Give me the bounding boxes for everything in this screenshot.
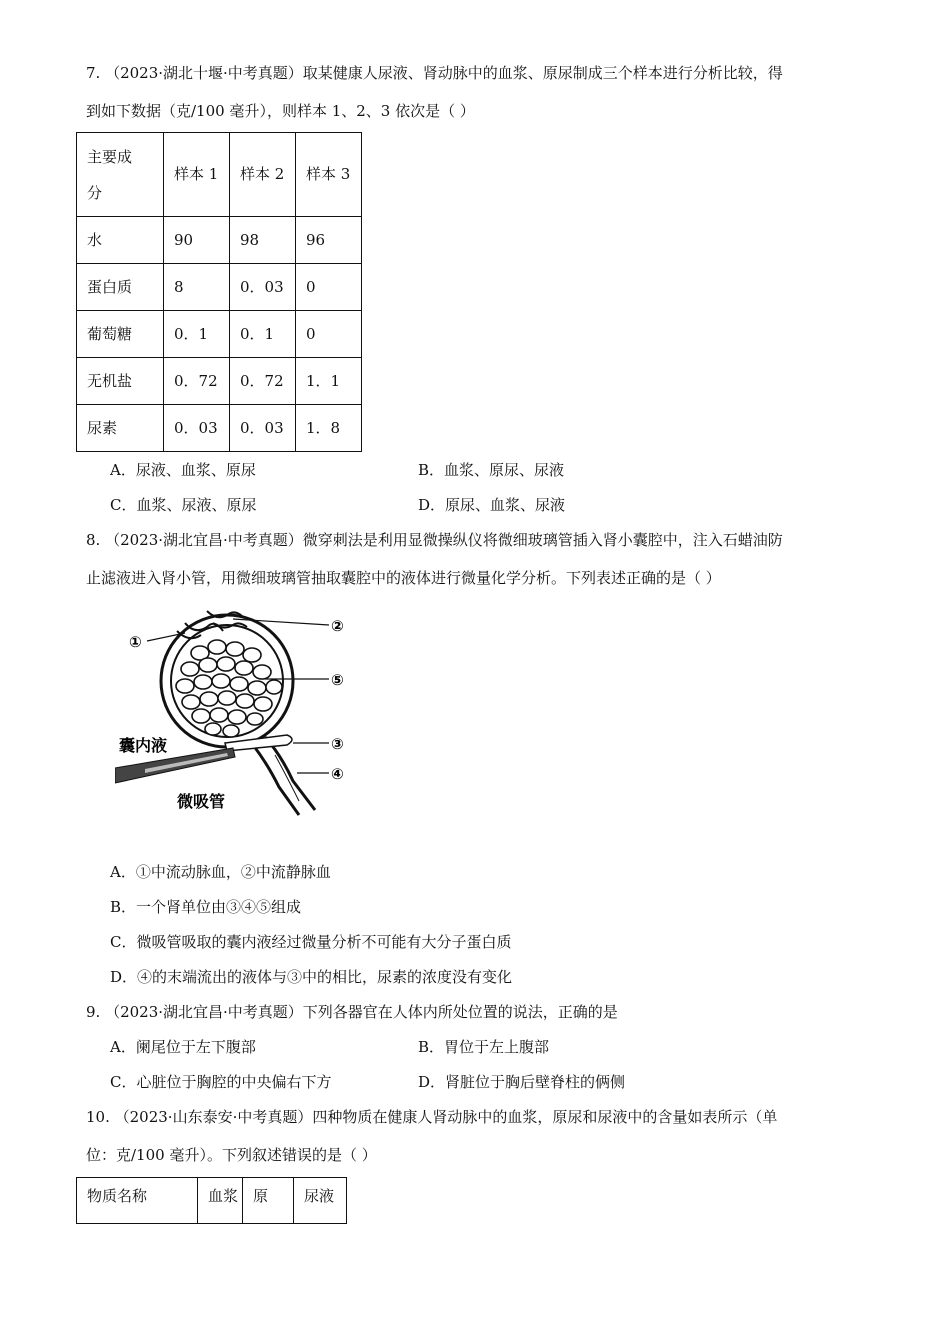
q9-option-d[interactable]: D．肾脏位于胸后壁脊柱的俩侧: [418, 1073, 626, 1091]
table-cell: 0．1: [164, 311, 230, 358]
q7-option-a[interactable]: A．尿液、血浆、原尿: [110, 461, 256, 479]
table-row: [77, 358, 362, 405]
label-micropipette: 微吸管: [177, 792, 226, 811]
q7-stem-line1: 7. （2023·湖北十堰·中考真题）取某健康人尿液、肾动脉中的血浆、原尿制成三个样本进行分析比较，得: [86, 64, 783, 82]
table-cell: 葡萄糖: [77, 311, 164, 358]
q7-option-c[interactable]: C．血浆、尿液、原尿: [110, 496, 257, 514]
table-cell: 8: [164, 264, 230, 311]
q7-stem-line2: 到如下数据（克/100 毫升），则样本 1、2、3 依次是（ ）: [86, 102, 475, 120]
q9-option-b[interactable]: B．胃位于左上腹部: [418, 1038, 550, 1056]
table-row: [77, 311, 362, 358]
marker-1: ①: [129, 633, 142, 651]
table-header-cell: 物质名称: [77, 1178, 198, 1224]
q9-stem-line1: 9. （2023·湖北宜昌·中考真题）下列各器官在人体内所处位置的说法，正确的是: [86, 1003, 618, 1021]
label-capsular-fluid: 囊内液: [119, 736, 168, 755]
table-header-cell: [77, 133, 164, 217]
q8-stem-line2: 止滤液进入肾小管，用微细玻璃管抽取囊腔中的液体进行微量化学分析。下列表述正确的是（ ）: [86, 569, 721, 587]
table-row: [77, 1178, 347, 1224]
q8-option-b[interactable]: B．一个肾单位由③④⑤组成: [110, 898, 302, 916]
table-cell: 1．8: [296, 405, 362, 452]
table-row: [77, 217, 362, 264]
q7-option-b[interactable]: B．血浆、原尿、尿液: [418, 461, 565, 479]
marker-3: ③: [331, 735, 344, 753]
table-header-cell: 尿液: [294, 1178, 347, 1224]
q8-option-d[interactable]: D．④的末端流出的液体与③中的相比，尿素的浓度没有变化: [110, 968, 513, 986]
nephron-micropuncture-figure: [115, 605, 365, 820]
q10-stem-line1: 10. （2023·山东泰安·中考真题）四种物质在健康人肾动脉中的血浆，原尿和尿液中的含量如表所示（单: [86, 1108, 778, 1126]
table-cell: 96: [296, 217, 362, 264]
table-cell: 0．03: [230, 264, 296, 311]
table-cell: 水: [77, 217, 164, 264]
table-row: [77, 133, 362, 217]
table-row: [77, 405, 362, 452]
table-cell: 90: [164, 217, 230, 264]
q8-option-a[interactable]: A．①中流动脉血，②中流静脉血: [110, 863, 331, 881]
table-cell: 0: [296, 264, 362, 311]
header-text: 主要成: [87, 147, 133, 166]
table-cell: 1．1: [296, 358, 362, 405]
table-cell: 0．72: [230, 358, 296, 405]
q10-stem-line2: 位：克/100 毫升）。下列叙述错误的是（ ）: [86, 1146, 377, 1164]
table-row: [77, 264, 362, 311]
table-cell: 0．72: [164, 358, 230, 405]
table-cell: 0: [296, 311, 362, 358]
q10-data-table: [76, 1177, 347, 1224]
table-header-cell: 血浆: [198, 1178, 243, 1224]
table-cell: 0．1: [230, 311, 296, 358]
marker-5: ⑤: [331, 671, 344, 689]
q7-option-d[interactable]: D．原尿、血浆、尿液: [418, 496, 566, 514]
marker-4: ④: [331, 765, 344, 783]
table-cell: 无机盐: [77, 358, 164, 405]
marker-2: ②: [331, 617, 344, 635]
table-cell: 尿素: [77, 405, 164, 452]
q9-option-c[interactable]: C．心脏位于胸腔的中央偏右下方: [110, 1073, 332, 1091]
q8-stem-line1: 8. （2023·湖北宜昌·中考真题）微穿刺法是利用显微操纵仪将微细玻璃管插入肾小囊腔中，注入石蜡油防: [86, 531, 783, 549]
q8-option-c[interactable]: C．微吸管吸取的囊内液经过微量分析不可能有大分子蛋白质: [110, 933, 512, 951]
renal-tubule-lumen: [275, 755, 299, 801]
table-header-cell: 样本 1: [164, 133, 230, 217]
q9-option-a[interactable]: A．阑尾位于左下腹部: [110, 1038, 256, 1056]
table-cell: 98: [230, 217, 296, 264]
header-text: 分: [87, 183, 103, 202]
table-cell: 0．03: [230, 405, 296, 452]
table-header-cell: 样本 3: [296, 133, 362, 217]
table-header-cell: 原: [243, 1178, 294, 1224]
table-header-cell: 样本 2: [230, 133, 296, 217]
q7-data-table: [76, 132, 362, 452]
table-cell: 蛋白质: [77, 264, 164, 311]
table-cell: 0．03: [164, 405, 230, 452]
